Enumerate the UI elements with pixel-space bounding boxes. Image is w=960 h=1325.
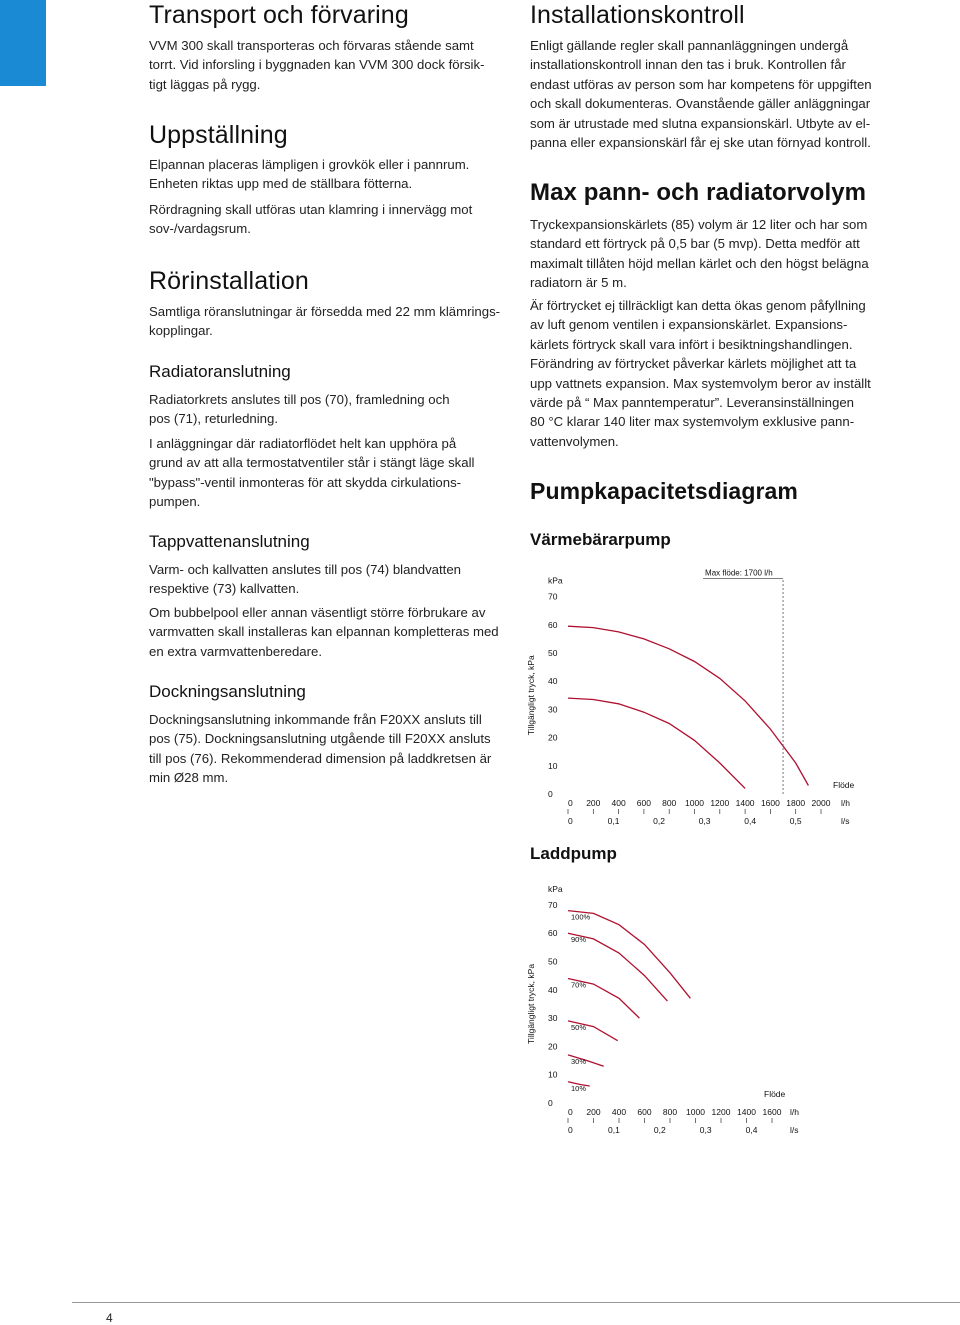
heading-uppstallning: Uppställning: [149, 121, 288, 149]
chart-laddpump: [520, 878, 960, 1140]
x-tick-label: 1600: [762, 1107, 782, 1117]
x2-tick-label: 0,3: [699, 1125, 712, 1135]
x2-tick-label: 0: [568, 1125, 573, 1135]
x-axis-label: Flöde: [833, 780, 855, 790]
y-tick-label: 30: [548, 704, 558, 715]
text-tappvatten-2: Om bubbelpool eller annan väsentligt större förbrukare av varmvatten skall installeras kan elpannan kompletteras med en extra varmvattenberedare.: [149, 605, 499, 659]
text-installationskontroll: Enligt gällande regler skall pannanläggningen undergå installationskontroll innan den tas i bruk. Kontrollen får endast utföras av person som har kompetens för uppgiften och skall dokumenteras. Ovanstående gäller anläggningar som är utrustade med slutna expansionskärl. Utbyte av el- panna eller expansionskärl får ej ske utan förnyad kontroll.: [530, 38, 872, 151]
series-label: 30%: [571, 1056, 587, 1066]
x-tick-label: 1400: [735, 798, 755, 808]
series-label: 70%: [571, 980, 587, 990]
y-tick-label: 70: [548, 591, 558, 602]
heading-varmebararpump: Värmebärarpump: [530, 530, 671, 549]
heading-rorinstallation: Rörinstallation: [149, 267, 309, 295]
heading-pumpkapacitet: Pumpkapacitetsdiagram: [530, 478, 798, 504]
text-maxvolym-1: Tryckexpansionskärlets (85) volym är 12 liter och har som standard ett förtryck på 0,5 bar (5 mvp). Detta medför att maximalt tillåten höjd mellan kärlet och den högst belägna radiatorn är 5 m.: [530, 217, 869, 291]
heading-tappvatten: Tappvattenanslutning: [149, 532, 310, 551]
x2-tick-label: 0,4: [745, 1125, 758, 1135]
y-tick-label: 40: [548, 676, 558, 687]
x-unit-label: l/h: [790, 1107, 799, 1117]
x2-tick-label: 0: [568, 816, 573, 826]
y-tick-label: 50: [548, 956, 558, 967]
y-axis-label: Tillgängligt tryck, kPa: [526, 655, 536, 736]
x2-tick-label: 0,1: [607, 816, 620, 826]
text-uppstallning-1: Elpannan placeras lämpligen i grovkök eller i pannrum. Enheten riktas upp med de ställbara fötterna.: [149, 157, 470, 192]
x2-tick-label: 0,2: [653, 1125, 666, 1135]
y-unit-label: kPa: [548, 883, 563, 894]
text-rorinstallation: Samtliga röranslutningar är försedda med 22 mm klämrings- kopplingar.: [149, 304, 501, 339]
max-flow-annotation: Max flöde: 1700 l/h: [705, 568, 773, 578]
x-tick-label: 400: [611, 798, 626, 808]
text-maxvolym-2: Är förtrycket ej tillräckligt kan detta ökas genom påfyllning av luft genom ventilen i expansionskärlet. Expansions- kärlets förtryck skall vara infört i besiktningshandlingen. Förändring av förtrycket påverkar kärlets möjlighet att ta upp vattnets expansion. Max systemvolym beror av inställt värde på “ Max panntemperatur”. Leveransinställningen 80 °C klarar 140 liter max systemvolym exklusive pann- vattenvolymen.: [530, 298, 871, 449]
series-label: 10%: [571, 1083, 587, 1093]
x-tick-label: 1600: [760, 798, 780, 808]
series-label: 90%: [571, 935, 587, 945]
x2-tick-label: 0,2: [653, 816, 665, 826]
text-tappvatten-1: Varm- och kallvatten anslutes till pos (74) blandvatten respektive (73) kallvatten.: [149, 562, 462, 597]
series-label: 50%: [571, 1022, 587, 1032]
x-tick-label: 1200: [710, 798, 730, 808]
x-tick-label: 2000: [811, 798, 831, 808]
x-tick-label: 200: [586, 798, 601, 808]
y-unit-label: kPa: [548, 575, 563, 586]
footer-divider: [72, 1302, 960, 1303]
heading-installationskontroll: Installationskontroll: [530, 1, 745, 29]
y-axis-label: Tillgängligt tryck, kPa: [526, 963, 536, 1044]
text-uppstallning-2: Rördragning skall utföras utan klamring i innervägg mot sov-/vardagsrum.: [149, 202, 473, 237]
series-line-100pct: [568, 911, 690, 999]
heading-laddpump: Laddpump: [530, 844, 617, 863]
x-tick-label: 200: [586, 1107, 601, 1117]
x2-unit-label: l/s: [841, 816, 850, 826]
y-tick-label: 10: [548, 1069, 558, 1080]
x-tick-label: 600: [637, 1107, 652, 1117]
y-tick-label: 0: [548, 1098, 553, 1108]
y-tick-label: 20: [548, 1041, 558, 1052]
x-tick-label: 1800: [786, 798, 806, 808]
x-tick-label: 1400: [737, 1107, 756, 1117]
x2-tick-label: 0,1: [607, 1125, 620, 1135]
x-tick-label: 1200: [711, 1107, 731, 1117]
y-tick-label: 50: [548, 648, 558, 658]
x-tick-label: 0: [568, 1107, 573, 1117]
heading-transport: Transport och förvaring: [149, 1, 409, 29]
x2-tick-label: 0,4: [744, 816, 757, 826]
text-dockning: Dockningsanslutning inkommande från F20XX ansluts till pos (75). Dockningsanslutning utgående till F20XX ansluts till pos (76). Rekommenderad dimension på laddkretsen är min Ø28 mm.: [149, 712, 492, 786]
brand-blue-bar: [0, 0, 46, 86]
heading-radiatoranslutning: Radiatoranslutning: [149, 362, 291, 381]
y-tick-label: 10: [548, 760, 558, 771]
heading-maxvolym: Max pann- och radiatorvolym: [530, 179, 867, 206]
series-line-curve1: [568, 698, 745, 788]
heading-dockning: Dockningsanslutning: [149, 682, 306, 701]
x-tick-label: 0: [568, 798, 573, 808]
y-tick-label: 40: [548, 984, 558, 995]
x-tick-label: 400: [611, 1107, 627, 1117]
y-tick-label: 60: [548, 928, 558, 939]
x-axis-label: Flöde: [764, 1089, 786, 1099]
text-radiator-2: I anläggningar där radiatorflödet helt kan upphöra på grund av att alla termostatventiler står i stängt läge skall "bypass"-ventil inmonteras för att skydda cirkulations- pumpen.: [149, 436, 475, 510]
x-tick-label: 800: [662, 798, 677, 808]
x-tick-label: 800: [662, 1107, 678, 1117]
chart-varmebararpump: [520, 560, 960, 835]
text-transport: VVM 300 skall transporteras och förvaras stående samt torrt. Vid inforsling i byggnaden kan VVM 300 dock försik- tigt läggas på rygg.: [149, 38, 485, 92]
x2-tick-label: 0,3: [698, 816, 711, 826]
x-tick-label: 1000: [686, 1107, 705, 1117]
y-tick-label: 60: [548, 619, 558, 630]
x-tick-label: 1000: [685, 798, 704, 808]
x-tick-label: 600: [636, 798, 651, 808]
x-unit-label: l/h: [841, 798, 850, 808]
y-tick-label: 70: [548, 899, 558, 910]
x2-unit-label: l/s: [790, 1125, 799, 1135]
page-number: 4: [106, 1311, 113, 1325]
series-label: 100%: [571, 912, 591, 922]
y-tick-label: 20: [548, 732, 558, 743]
y-tick-label: 30: [548, 1013, 558, 1024]
text-radiator-1: Radiatorkrets anslutes till pos (70), framledning och pos (71), returledning.: [149, 392, 450, 427]
y-tick-label: 0: [548, 789, 553, 799]
x2-tick-label: 0,5: [789, 816, 802, 826]
series-line-curve2: [568, 626, 808, 785]
